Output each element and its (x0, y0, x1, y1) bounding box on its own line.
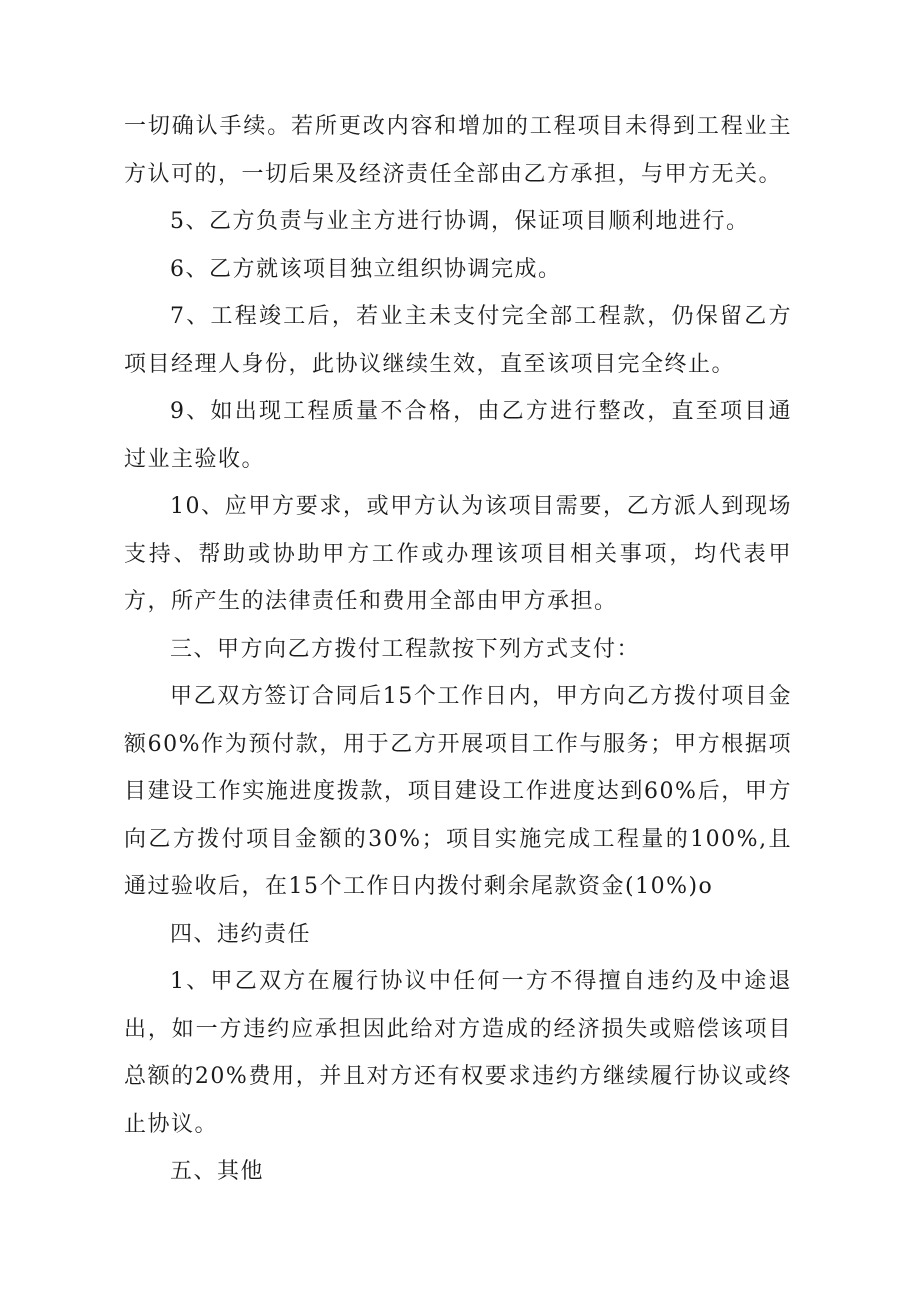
paragraph-item-6: 6、乙方就该项目独立组织协调完成。 (170, 256, 562, 282)
paragraph-item-9: 9、如出现工程质量不合格，由乙方进行整改，直至项目通过业主验收。 (124, 399, 792, 472)
section-heading-breach: 四、违约责任 (170, 921, 312, 947)
paragraph-continuation: 一切确认手续。若所更改内容和增加的工程项目未得到工程业主方认可的，一切后果及经济责任全部由乙方承担，与甲方无关。 (124, 114, 792, 187)
section-heading-other: 五、其他 (170, 1159, 265, 1184)
paragraph-item-5: 5、乙方负责与业主方进行协调，保证项目顺利地进行。 (170, 209, 750, 234)
paragraph-item-7: 7、工程竣工后，若业主未支付完全部工程款，仍保留乙方项目经理人身份，此协议继续生效，直至该项目完全终止。 (124, 304, 792, 377)
document-body (124, 103, 792, 1196)
paragraph-payment-terms: 甲乙双方签订合同后15个工作日内，甲方向乙方拨付项目金额60%作为预付款，用于乙方开展项目工作与服务；甲方根据项目建设工作实施进度拨款，项目建设工作进度达到60%后，甲方向乙方拨付项目金额的30%；项目实施完成工程量的100%,且通过验收后，在15个工作日内拨付剩余尾款资金(10%)o (124, 684, 792, 899)
section-heading-payment: 三、甲方向乙方拨付工程款按下列方式支付： (170, 636, 641, 662)
paragraph-item-10: 10、应甲方要求，或甲方认为该项目需要，乙方派人到现场支持、帮助或协助甲方工作或办理该项目相关事项，均代表甲方，所产生的法律责任和费用全部由甲方承担。 (124, 494, 792, 614)
paragraph-breach-1: 1、甲乙双方在履行协议中任何一方不得擅自违约及中途退出，如一方违约应承担因此给对方造成的经济损失或赔偿该项目总额的20%费用，并且对方还有权要求违约方继续履行协议或终止协议。 (124, 969, 792, 1137)
